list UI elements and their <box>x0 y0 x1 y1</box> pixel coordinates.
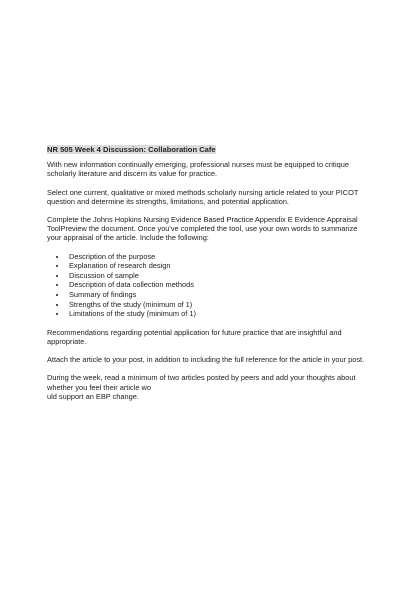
appraisal-tool-paragraph: Complete the Johns Hopkins Nursing Evidence Based Practice Appendix E Evidence Appraisal ToolPreview the document. Once you've completed the tool, use your own words to summarize your appraisal of the article. Include the following: <box>47 215 358 243</box>
attach-article-paragraph: Attach the article to your post, in addition to including the full reference for the article in your post. <box>47 355 365 365</box>
list-item: • Description of the purpose <box>67 252 369 262</box>
recommendations-paragraph: Recommendations regarding potential application for future practice that are insightful and appropriate. <box>47 327 342 346</box>
list-item: • Strengths of the study (minimum of 1) <box>67 300 369 310</box>
requirements-list <box>47 252 369 319</box>
list-item: • Limitations of the study (minimum of 1) <box>67 309 369 319</box>
intro-paragraph: With new information continually emerging, professional nurses must be equipped to critique scholarly literature and discern its value for practice. <box>47 160 349 179</box>
list-item: • Summary of findings <box>67 290 369 300</box>
list-item: • Discussion of sample <box>67 271 369 281</box>
list-item: • Explanation of research design <box>67 261 369 271</box>
peer-review-paragraph: During the week, read a minimum of two articles posted by peers and add your thoughts about whether you feel their article wo <box>47 373 356 392</box>
select-article-paragraph: Select one current, qualitative or mixed methods scholarly nursing article related to your PICOT question and determine its strengths, limitations, and potential application. <box>47 187 359 206</box>
peer-review-paragraph-end: uld support an EBP change. <box>47 391 139 401</box>
document-title: NR 505 Week 4 Discussion: Collaboration Cafe <box>47 145 216 154</box>
document-content <box>47 145 369 410</box>
list-item: • Description of data collection methods <box>67 280 369 290</box>
